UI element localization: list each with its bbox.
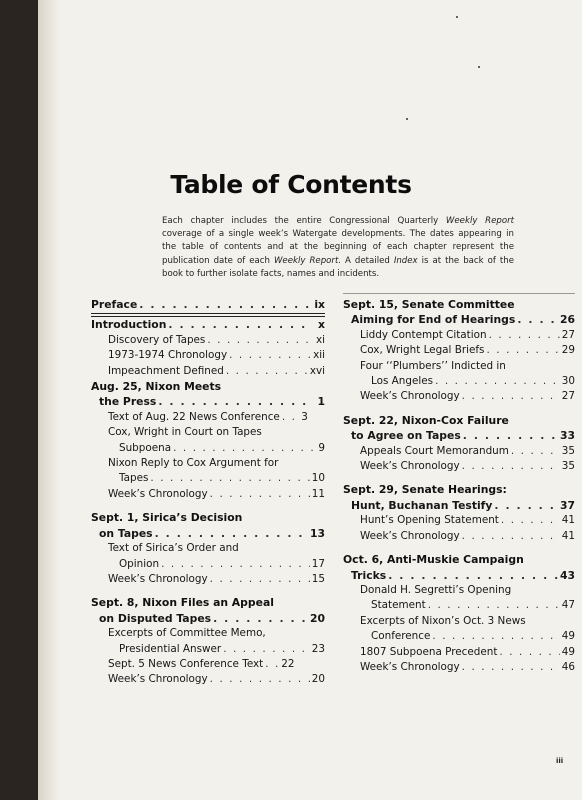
chapter-heading-line[interactable]: to Agree on Tapes . . . 33 <box>343 428 575 443</box>
toc-subentry[interactable]: Week’s Chronology . . . 11 <box>91 487 325 502</box>
toc-subentry[interactable]: Opinion . . . 17 <box>91 557 325 572</box>
toc-subentry[interactable]: Discovery of Tapes . . . xi <box>91 333 325 348</box>
chapter-heading-line[interactable]: Aiming for End of Hearings . . . 26 <box>343 312 575 327</box>
toc-subentry[interactable]: Statement . . . 47 <box>343 598 575 613</box>
toc-entry-preface[interactable]: Preface . . . ix <box>91 297 325 312</box>
toc-subentry[interactable]: Cox, Wright in Court on Tapes <box>108 426 262 439</box>
toc-subentry[interactable]: Week’s Chronology . . . 41 <box>343 529 575 544</box>
page-title: Table of Contents <box>170 170 412 199</box>
toc-subentry[interactable]: Liddy Contempt Citation . . . 27 <box>343 328 575 343</box>
toc-subentry[interactable]: Week’s Chronology . . . 27 <box>343 389 575 404</box>
toc-subentry[interactable]: 1973-1974 Chronology . . . xii <box>91 348 325 363</box>
chapter-heading-line[interactable]: on Tapes . . . 13 <box>91 526 325 541</box>
toc-subentry[interactable]: Week’s Chronology . . . 35 <box>343 459 575 474</box>
chapter-heading[interactable]: Sept. 8, Nixon Files an Appeal <box>91 596 274 610</box>
toc-subentry[interactable]: Impeachment Defined . . . xvi <box>91 364 325 379</box>
chapter-heading-line[interactable]: Tricks . . . 43 <box>343 568 575 583</box>
chapter-heading[interactable]: Sept. 29, Senate Hearings: <box>343 483 507 497</box>
toc-subentry[interactable]: Hunt’s Opening Statement . . . 41 <box>343 513 575 528</box>
chapter-heading[interactable]: Aug. 25, Nixon Meets <box>91 380 222 394</box>
toc-subentry[interactable]: Four ‘‘Plumbers’’ Indicted in <box>360 359 506 372</box>
toc-subentry[interactable]: Sept. 5 News Conference Text . . . 22 <box>91 657 325 672</box>
toc-left-column <box>91 297 325 688</box>
toc-subentry[interactable]: Tapes . . . 10 <box>91 471 325 486</box>
column-top-rule <box>343 293 575 294</box>
chapter-heading-line[interactable]: the Press . . . 1 <box>91 394 325 409</box>
toc-subentry[interactable]: Text of Aug. 22 News Conference . . . 3 <box>91 410 325 425</box>
toc-subentry[interactable]: Los Angeles . . . 30 <box>343 374 575 389</box>
toc-subentry[interactable]: Subpoena . . . 9 <box>91 441 325 456</box>
intro-paragraph: Each chapter includes the entire Congressional Quarterly Weekly Report coverage of a single week’s Watergate developments. The dates appearing in the table of contents and at the beginning of each chapter represent the publication date of each Weekly Report. A detailed Index is at the back of the book to further isolate facts, names and incidents. <box>162 216 514 279</box>
page-edge-shadow <box>38 0 60 800</box>
toc-subentry[interactable]: Conference . . . 49 <box>343 629 575 644</box>
page-number: iii <box>556 757 564 765</box>
toc-right-column <box>343 297 575 675</box>
chapter-heading-line[interactable]: on Disputed Tapes . . . 20 <box>91 611 325 626</box>
chapter-heading[interactable]: Sept. 22, Nixon-Cox Failure <box>343 413 509 427</box>
toc-subentry[interactable]: Presidential Answer . . . 23 <box>91 642 325 657</box>
divider <box>91 313 325 314</box>
chapter-heading[interactable]: Oct. 6, Anti-Muskie Campaign <box>343 553 524 567</box>
chapter-heading[interactable]: Sept. 1, Sirica’s Decision <box>91 511 243 525</box>
toc-subentry[interactable]: Week’s Chronology . . . 20 <box>91 672 325 687</box>
toc-subentry[interactable]: Donald H. Segretti’s Opening <box>360 583 512 596</box>
dust-speck <box>456 16 458 18</box>
toc-subentry[interactable]: Week’s Chronology . . . 46 <box>343 660 575 675</box>
toc-subentry[interactable]: Nixon Reply to Cox Argument for <box>108 457 279 470</box>
toc-subentry[interactable]: Excerpts of Nixon’s Oct. 3 News <box>360 614 526 627</box>
toc-subentry[interactable]: 1807 Subpoena Precedent . . . 49 <box>343 645 575 660</box>
toc-subentry[interactable]: Cox, Wright Legal Briefs . . . 29 <box>343 343 575 358</box>
dust-speck <box>406 118 408 120</box>
toc-subentry[interactable]: Week’s Chronology . . . 15 <box>91 572 325 587</box>
chapter-heading-line[interactable]: Hunt, Buchanan Testify . . . 37 <box>343 498 575 513</box>
divider-line <box>91 316 325 317</box>
toc-entry-introduction[interactable]: Introduction . . . x <box>91 317 325 332</box>
dust-speck <box>478 66 480 68</box>
toc-subentry[interactable]: Appeals Court Memorandum . . . 35 <box>343 444 575 459</box>
toc-subentry[interactable]: Excerpts of Committee Memo, <box>108 627 266 640</box>
chapter-heading[interactable]: Sept. 15, Senate Committee <box>343 298 515 311</box>
toc-subentry[interactable]: Text of Sirica’s Order and <box>108 542 239 555</box>
